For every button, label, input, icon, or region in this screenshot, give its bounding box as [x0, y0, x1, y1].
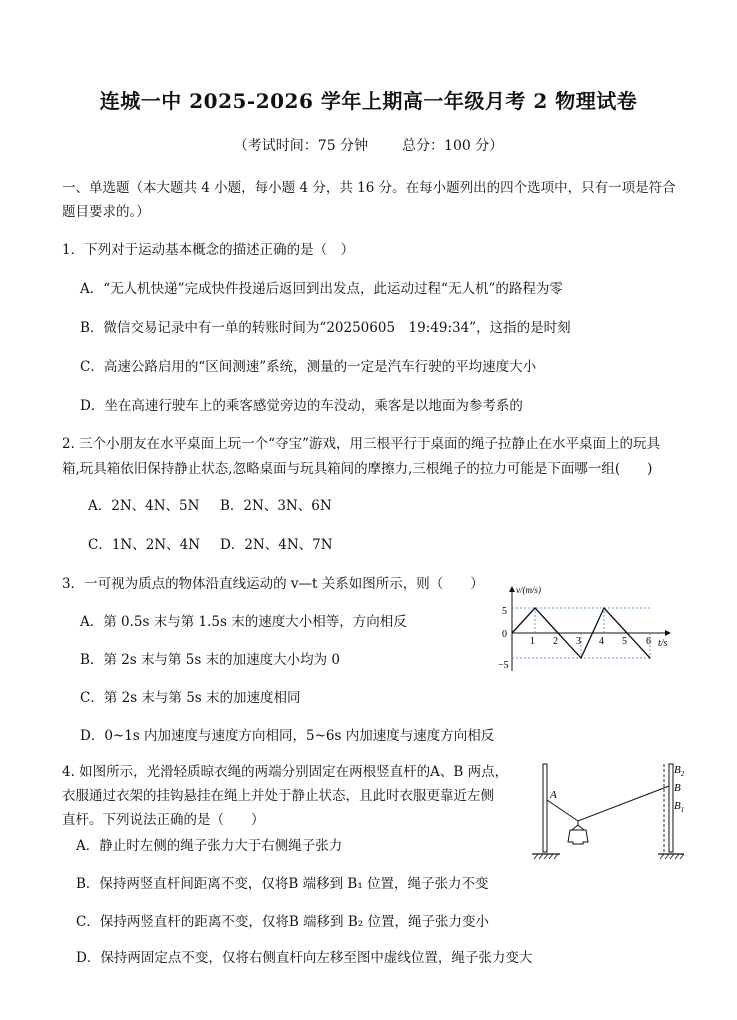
question-2-stem-cont: 箱,玩具箱依旧保持静止状态,忽略桌面与玩具箱间的摩擦力,三根绳子的拉力可能是下面哪一组( ) — [62, 461, 653, 477]
vt-data-point — [580, 657, 581, 658]
left-pole — [543, 764, 547, 852]
exam-info — [0, 135, 737, 155]
question-1-stem: 1．下列对于运动基本概念的描述正确的是（ ） — [62, 242, 355, 258]
question-2-option-d: D．2N、4N、7N — [220, 537, 333, 553]
y-tick-label: −5 — [498, 660, 509, 671]
question-1-option-b: B．微信交易记录中有一单的转账时间为“20250605 19:49:34”，这指的是时刻 — [80, 320, 571, 336]
vt-data-point — [557, 632, 558, 633]
x-tick-label: 4 — [599, 636, 604, 647]
question-4-option-d: D．保持两固定点不变，仅将右侧直杆向左移至图中虚线位置，绳子张力变大 — [76, 950, 533, 966]
question-4-stem: 4. 如图所示，光滑轻质晾衣绳的两端分别固定在两根竖直杆的A、B 两点， — [62, 764, 509, 780]
hanger — [572, 821, 584, 830]
clothes — [568, 830, 588, 844]
question-1-option-d: D．坐在高速行驶车上的乘客感觉旁边的车没动，乘客是以地面为参考系的 — [80, 398, 523, 414]
x-axis-label: t/s — [658, 638, 668, 649]
exam-total-score: 总分：100 分） — [402, 138, 504, 154]
question-3-option-a: A．第 0.5s 末与第 1.5s 末的速度大小相等，方向相反 — [80, 614, 407, 630]
question-1-option-a: A．“无人机快递”完成快件投递后返回到出发点，此运动过程“无人机”的路程为零 — [80, 281, 563, 297]
right-pole — [669, 764, 673, 852]
question-1-option-c: C．高速公路启用的“区间测速”系统，测量的一定是汽车行驶的平均速度大小 — [80, 359, 537, 375]
question-4-stem-cont: 直杆。下列说法正确的是（ ） — [62, 812, 265, 828]
right-ground-hatch — [660, 854, 684, 859]
question-2-option-b: B．2N、3N、6N — [220, 498, 332, 514]
y-tick-label: 5 — [502, 606, 507, 617]
rope — [547, 786, 669, 821]
question-2-option-a: A．2N、4N、5N — [88, 498, 200, 514]
question-3-stem: 3．一可视为质点的物体沿直线运动的 v—t 关系如图所示，则（ ） — [62, 576, 484, 592]
x-tick-label: 1 — [530, 636, 535, 647]
point-b1-label: $B_1$ — [674, 800, 685, 814]
exam-time: （考试时间：75 分钟 — [233, 138, 369, 154]
x-tick-label: 3 — [576, 636, 581, 647]
clothesline-figure — [528, 758, 708, 860]
point-b-label: B — [674, 782, 681, 794]
vt-data-point — [534, 607, 535, 608]
vt-data-point — [626, 632, 627, 633]
question-2-stem: 2. 三个小朋友在水平桌面上玩一个“夺宝”游戏，用三根平行于桌面的绳子拉静止在水平桌面上的玩具 — [62, 436, 660, 452]
question-4-option-a: A．静止时左侧的绳子张力大于右侧绳子张力 — [76, 838, 343, 854]
question-4-option-b: B．保持两竖直杆间距离不变，仅将B 端移到 B₁ 位置，绳子张力不变 — [76, 876, 489, 892]
x-tick-label: 6 — [646, 636, 651, 647]
point-b2-label: $B_2$ — [674, 764, 685, 778]
x-tick-label: 2 — [553, 636, 558, 647]
page-title: 连城一中 2025-2026 学年上期高一年级月考 2 物理试卷 — [99, 89, 638, 113]
question-2-option-c: C．1N、2N、4N — [88, 537, 201, 553]
section-heading: 一、单选题（本大题共 4 小题，每小题 4 分，共 16 分。在每小题列出的四个选项中，只有一项是符合 — [62, 180, 676, 196]
y-tick-label: 0 — [502, 629, 507, 640]
y-axis-label: v/(m/s) — [516, 585, 541, 595]
question-3-option-b: B．第 2s 末与第 5s 末的加速度大小均为 0 — [80, 652, 340, 668]
x-tick-label: 5 — [622, 636, 627, 647]
vt-data-point — [511, 632, 512, 633]
section-heading-cont: 题目要求的。） — [62, 204, 150, 220]
vt-graph — [490, 583, 680, 675]
vt-data-point — [603, 607, 604, 608]
point-a-label: A — [550, 789, 557, 801]
question-4-stem-cont: 衣服通过衣架的挂钩悬挂在绳上并处于静止状态，且此时衣服更靠近左侧 — [62, 788, 494, 804]
question-4-option-c: C．保持两竖直杆的距离不变，仅将B 端移到 B₂ 位置，绳子张力变小 — [76, 914, 489, 930]
question-3-option-c: C．第 2s 末与第 5s 末的加速度相同 — [80, 690, 301, 706]
question-3-option-d: D．0~1s 内加速度与速度方向相同，5~6s 内加速度与速度方向相反 — [80, 728, 495, 744]
vt-data-point — [649, 657, 650, 658]
left-ground-hatch — [534, 854, 558, 859]
